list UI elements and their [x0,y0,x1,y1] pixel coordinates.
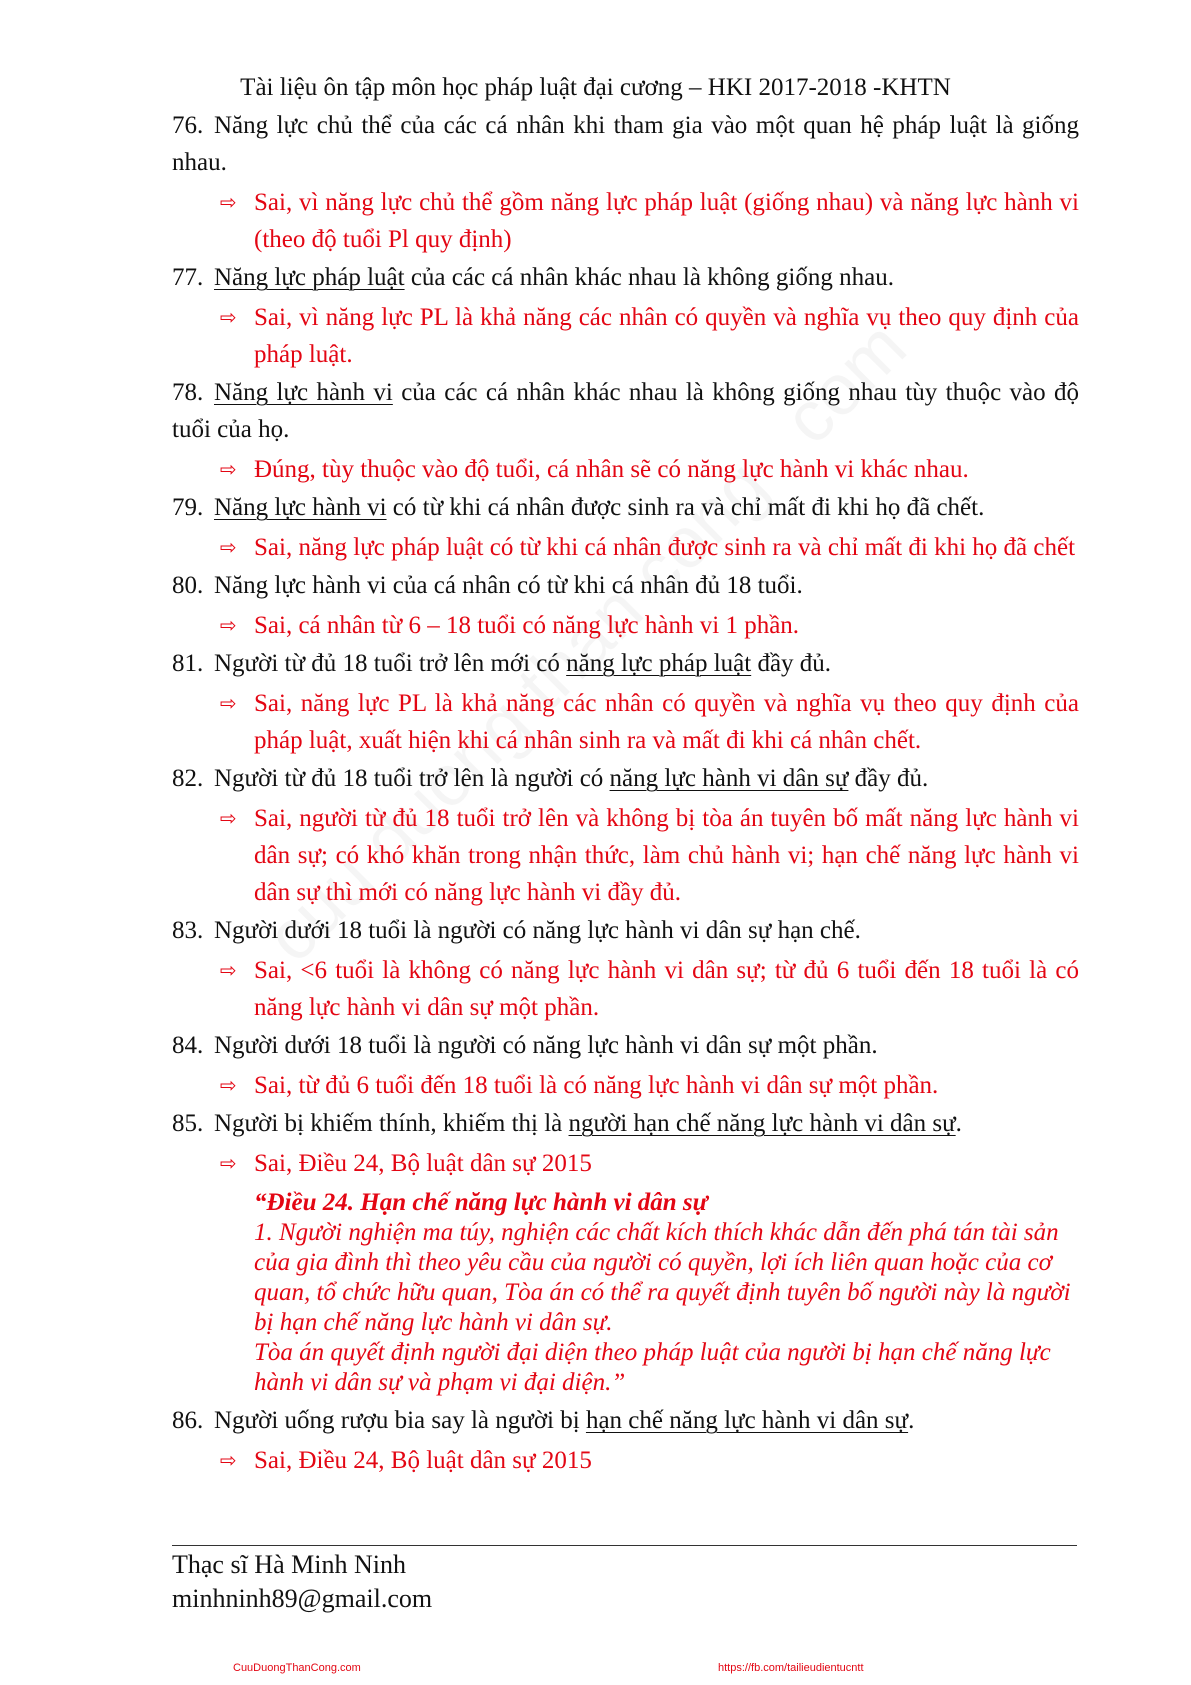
answer-86: ⇨ Sai, Điều 24, Bộ luật dân sự 2015 [172,1442,1079,1479]
arrow-right-icon: ⇨ [220,1151,237,1175]
arrow-right-icon: ⇨ [220,613,237,637]
question-85: 85. Người bị khiếm thính, khiếm thị là người hạn chế năng lực hành vi dân sự. [172,1110,962,1137]
law-quote-para-2: Tòa án quyết định người đại diện theo pháp luật của người bị hạn chế năng lực hành vi dân sự và phạm vi đại diện.” [254,1339,1051,1396]
arrow-right-icon: ⇨ [220,958,237,982]
question-79: 79. Năng lực hành vi có từ khi cá nhân được sinh ra và chỉ mất đi khi họ đã chết. [172,494,985,521]
question-86: 86. Người uống rượu bia say là người bị hạn chế năng lực hành vi dân sự. [172,1407,915,1434]
arrow-right-icon: ⇨ [220,806,237,830]
arrow-right-icon: ⇨ [220,1073,237,1097]
answer-76: ⇨ Sai, vì năng lực chủ thể gồm năng lực pháp luật (giống nhau) và năng lực hành vi (theo độ tuổi Pl quy định) [172,184,1079,258]
question-78: 78. Năng lực hành vi của các cá nhân khác nhau là không giống nhau tùy thuộc vào độ tuổi của họ. [172,379,1079,443]
question-76: 76. Năng lực chủ thể của các cá nhân khi tham gia vào một quan hệ pháp luật là giống nhau. [172,112,1079,176]
author-name: Thạc sĩ Hà Minh Ninh [172,1550,406,1579]
arrow-right-icon: ⇨ [220,190,237,214]
law-quote-title: “Điều 24. Hạn chế năng lực hành vi dân sự [254,1189,708,1216]
question-77: 77. Năng lực pháp luật của các cá nhân khác nhau là không giống nhau. [172,264,894,291]
question-81: 81. Người từ đủ 18 tuổi trở lên mới có năng lực pháp luật đầy đủ. [172,650,832,677]
law-quote-para-1: 1. Người nghiện ma túy, nghiện các chất kích thích khác dẫn đến phá tán tài sản của gia đình thì theo yêu cầu của người có quyền, lợi ích liên quan hoặc của cơ quan, tổ chức hữu quan, Tòa án có thể ra quyết định tuyên bố người này là người bị hạn chế năng lực hành vi dân sự. [254,1219,1071,1336]
page-header: Tài liệu ôn tập môn học pháp luật đại cương – HKI 2017-2018 -KHTN [240,74,951,101]
question-80: 80. Năng lực hành vi của cá nhân có từ khi cá nhân đủ 18 tuổi. [172,572,803,599]
document-body [172,107,1079,1480]
law-quote [172,1188,1079,1398]
answer-80: ⇨ Sai, cá nhân từ 6 – 18 tuổi có năng lực hành vi 1 phần. [172,607,1079,644]
footer-divider [172,1545,1077,1546]
answer-83: ⇨ Sai, <6 tuổi là không có năng lực hành vi dân sự; từ đủ 6 tuổi đến 18 tuổi là có năng lực hành vi dân sự một phần. [172,952,1079,1026]
arrow-right-icon: ⇨ [220,457,237,481]
author-block [172,1548,432,1616]
arrow-right-icon: ⇨ [220,535,237,559]
question-84: 84. Người dưới 18 tuổi là người có năng lực hành vi dân sự một phần. [172,1032,878,1059]
answer-79: ⇨ Sai, năng lực pháp luật có từ khi cá nhân được sinh ra và chỉ mất đi khi họ đã chết [172,529,1079,566]
author-email: minhninh89@gmail.com [172,1584,433,1613]
question-82: 82. Người từ đủ 18 tuổi trở lên là người có năng lực hành vi dân sự đầy đủ. [172,765,929,792]
answer-85: ⇨ Sai, Điều 24, Bộ luật dân sự 2015 [172,1145,1079,1182]
answer-84: ⇨ Sai, từ đủ 6 tuổi đến 18 tuổi là có năng lực hành vi dân sự một phần. [172,1067,1079,1104]
question-83: 83. Người dưới 18 tuổi là người có năng lực hành vi dân sự hạn chế. [172,917,861,944]
arrow-right-icon: ⇨ [220,305,237,329]
footer-site-link[interactable]: CuuDuongThanCong.com [233,1662,361,1674]
arrow-right-icon: ⇨ [220,691,237,715]
footer-fb-link[interactable]: https://fb.com/tailieudientucntt [718,1662,864,1674]
answer-82: ⇨ Sai, người từ đủ 18 tuổi trở lên và không bị tòa án tuyên bố mất năng lực hành vi dân sự; có khó khăn trong nhận thức, làm chủ hành vi; hạn chế năng lực hành vi dân sự thì mới có năng lực hành vi đầy đủ. [172,800,1079,911]
arrow-right-icon: ⇨ [220,1448,237,1472]
answer-77: ⇨ Sai, vì năng lực PL là khả năng các nhân có quyền và nghĩa vụ theo quy định của pháp luật. [172,299,1079,373]
answer-78: ⇨ Đúng, tùy thuộc vào độ tuổi, cá nhân sẽ có năng lực hành vi khác nhau. [172,451,1079,488]
answer-81: ⇨ Sai, năng lực PL là khả năng các nhân có quyền và nghĩa vụ theo quy định của pháp luật, xuất hiện khi cá nhân sinh ra và mất đi khi cá nhân chết. [172,685,1079,759]
